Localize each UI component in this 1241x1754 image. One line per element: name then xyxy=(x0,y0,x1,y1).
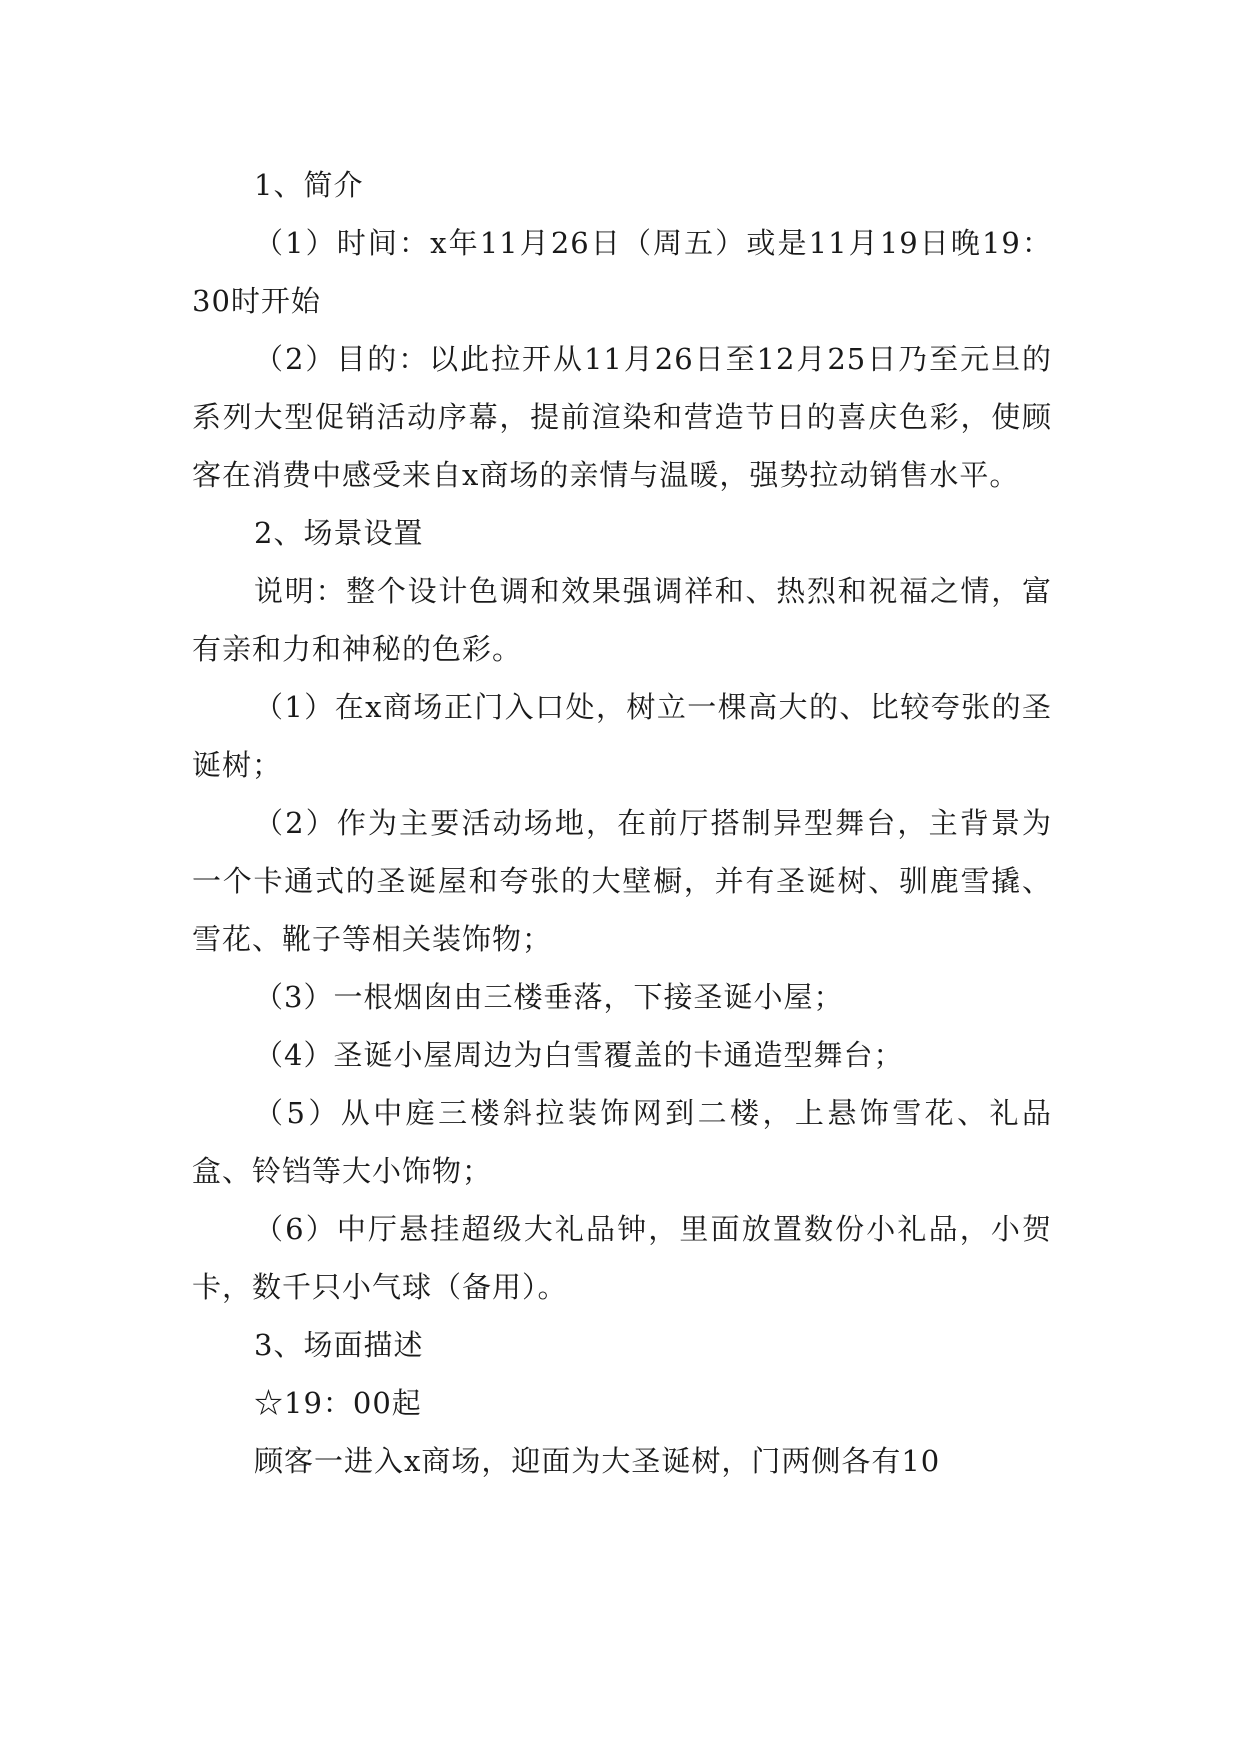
paragraph-purpose: （2）目的：以此拉开从11月26日至12月25日乃至元旦的系列大型促销活动序幕，提前渲染和营造节日的喜庆色彩，使顾客在消费中感受来自x商场的亲情与温暖，强势拉动销售水平。 xyxy=(192,342,1052,492)
section-heading-intro: 1、简介 xyxy=(254,168,364,202)
paragraph-item-3: （3）一根烟囱由三楼垂落，下接圣诞小屋； xyxy=(254,980,844,1014)
paragraph-item-2: （2）作为主要活动场地，在前厅搭制异型舞台，主背景为一个卡通式的圣诞屋和夸张的大壁橱，并有圣诞树、驯鹿雪撬、雪花、靴子等相关装饰物； xyxy=(192,806,1052,956)
section-heading-scene-setup: 2、场景设置 xyxy=(254,516,424,550)
paragraph-time-mark: ☆19：00起 xyxy=(254,1386,422,1420)
paragraph-time: （1）时间：x年11月26日（周五）或是11月19日晚19：30时开始 xyxy=(192,226,1052,318)
paragraph-item-4: （4）圣诞小屋周边为白雪覆盖的卡通造型舞台； xyxy=(254,1038,904,1072)
paragraph-item-1: （1）在x商场正门入口处，树立一棵高大的、比较夸张的圣诞树； xyxy=(192,690,1052,782)
section-heading-scene-description: 3、场面描述 xyxy=(254,1328,424,1362)
paragraph-scene-entry: 顾客一进入x商场，迎面为大圣诞树，门两侧各有10 xyxy=(254,1444,941,1478)
paragraph-description: 说明：整个设计色调和效果强调祥和、热烈和祝福之情，富有亲和力和神秘的色彩。 xyxy=(192,574,1052,666)
document-body xyxy=(192,156,1052,1490)
paragraph-item-6: （6）中厅悬挂超级大礼品钟，里面放置数份小礼品，小贺卡，数千只小气球（备用）。 xyxy=(192,1212,1052,1304)
paragraph-item-5: （5）从中庭三楼斜拉装饰网到二楼，上悬饰雪花、礼品盒、铃铛等大小饰物； xyxy=(192,1096,1052,1188)
